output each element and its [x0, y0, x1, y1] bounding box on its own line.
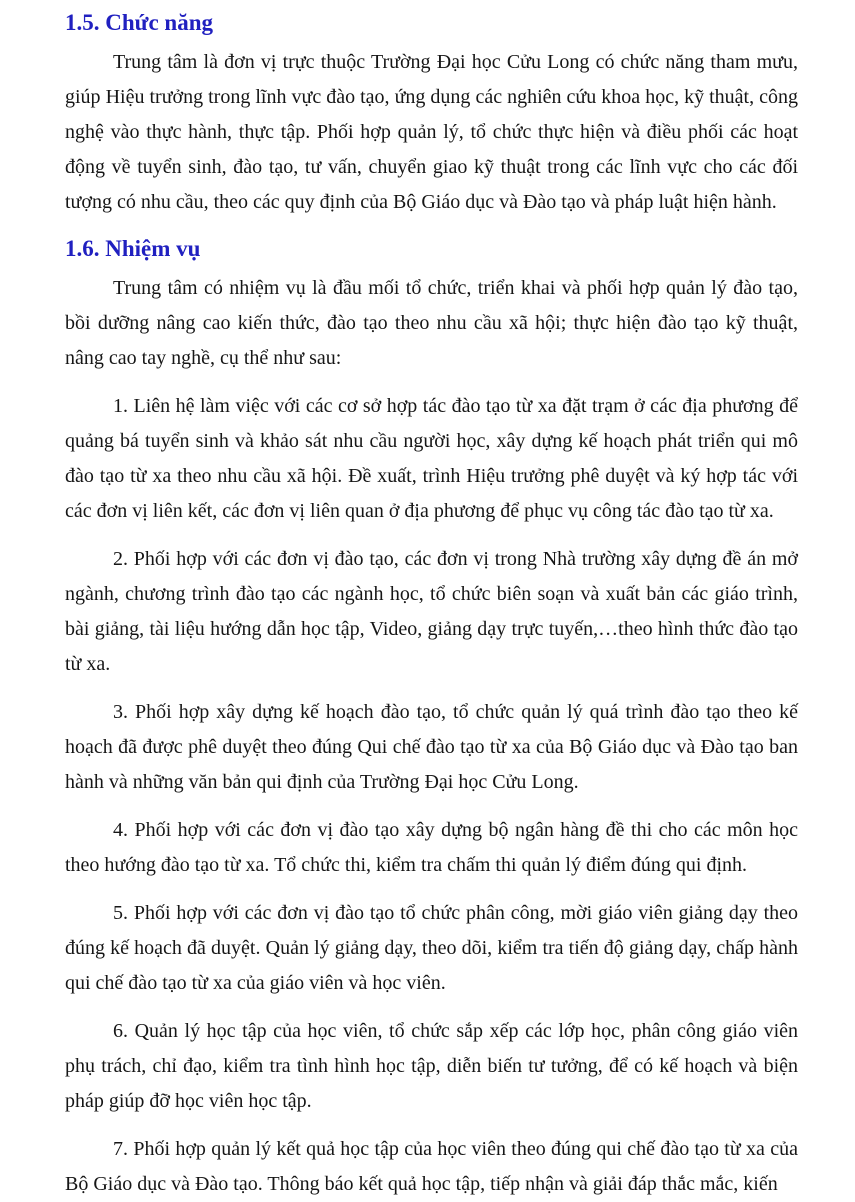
paragraph-item-6: 6. Quản lý học tập của học viên, tổ chức sắp xếp các lớp học, phân công giáo viên phụ trách, chỉ đạo, kiểm tra tình hình học tập, diễn biến tư tưởng, để có kế hoạch và biện pháp giúp đỡ học viên học tập.	[65, 1020, 798, 1112]
paragraph-item-4: 4. Phối hợp với các đơn vị đào tạo xây dựng bộ ngân hàng đề thi cho các môn học theo hướng đào tạo từ xa. Tổ chức thi, kiểm tra chấm thi quản lý điểm đúng qui định.	[65, 819, 798, 876]
section-heading-chuc-nang: 1.5. Chức năng	[65, 10, 213, 35]
paragraph-item-3: 3. Phối hợp xây dựng kế hoạch đào tạo, tổ chức quản lý quá trình đào tạo theo kế hoạch đã được phê duyệt theo đúng Qui chế đào tạo từ xa của Bộ Giáo dục và Đào tạo ban hành và những văn bản qui định của Trường Đại học Cửu Long.	[65, 701, 798, 793]
paragraph-item-2: 2. Phối hợp với các đơn vị đào tạo, các đơn vị trong Nhà trường xây dựng đề án mở ngành, chương trình đào tạo các ngành học, tổ chức biên soạn và xuất bản các giáo trình, bài giảng, tài liệu hướng dẫn học tập, Video, giảng dạy trực tuyến,…theo hình thức đào tạo từ xa.	[65, 548, 798, 675]
paragraph-item-1: 1. Liên hệ làm việc với các cơ sở hợp tác đào tạo từ xa đặt trạm ở các địa phương để quảng bá tuyển sinh và khảo sát nhu cầu người học, xây dựng kế hoạch phát triển qui mô đào tạo từ xa theo nhu cầu xã hội. Đề xuất, trình Hiệu trưởng phê duyệt và ký hợp tác với các đơn vị liên kết, các đơn vị liên quan ở địa phương để phục vụ công tác đào tạo từ xa.	[65, 395, 798, 522]
paragraph-item-7: 7. Phối hợp quản lý kết quả học tập của học viên theo đúng qui chế đào tạo từ xa của Bộ Giáo dục và Đào tạo. Thông báo kết quả học tập, tiếp nhận và giải đáp thắc mắc, kiến	[65, 1138, 798, 1195]
paragraph-nhiem-vu-intro: Trung tâm có nhiệm vụ là đầu mối tổ chức, triển khai và phối hợp quản lý đào tạo, bồi dưỡng nâng cao kiến thức, đào tạo theo nhu cầu xã hội; thực hiện đào tạo kỹ thuật, nâng cao tay nghề, cụ thể như sau:	[65, 277, 798, 369]
paragraph-chuc-nang: Trung tâm là đơn vị trực thuộc Trường Đại học Cửu Long có chức năng tham mưu, giúp Hiệu trưởng trong lĩnh vực đào tạo, ứng dụng các nghiên cứu khoa học, kỹ thuật, công nghệ vào thực hành, thực tập. Phối hợp quản lý, tổ chức thực hiện và điều phối các hoạt động về tuyển sinh, đào tạo, tư vấn, chuyển giao kỹ thuật trong các lĩnh vực cho các đối tượng có nhu cầu, theo các quy định của Bộ Giáo dục và Đào tạo và pháp luật hiện hành.	[65, 51, 798, 213]
paragraph-item-5: 5. Phối hợp với các đơn vị đào tạo tổ chức phân công, mời giáo viên giảng dạy theo đúng kế hoạch đã duyệt. Quản lý giảng dạy, theo dõi, kiểm tra tiến độ giảng dạy, chấp hành qui chế đào tạo từ xa của giáo viên và học viên.	[65, 902, 798, 994]
section-heading-nhiem-vu: 1.6. Nhiệm vụ	[65, 236, 201, 261]
